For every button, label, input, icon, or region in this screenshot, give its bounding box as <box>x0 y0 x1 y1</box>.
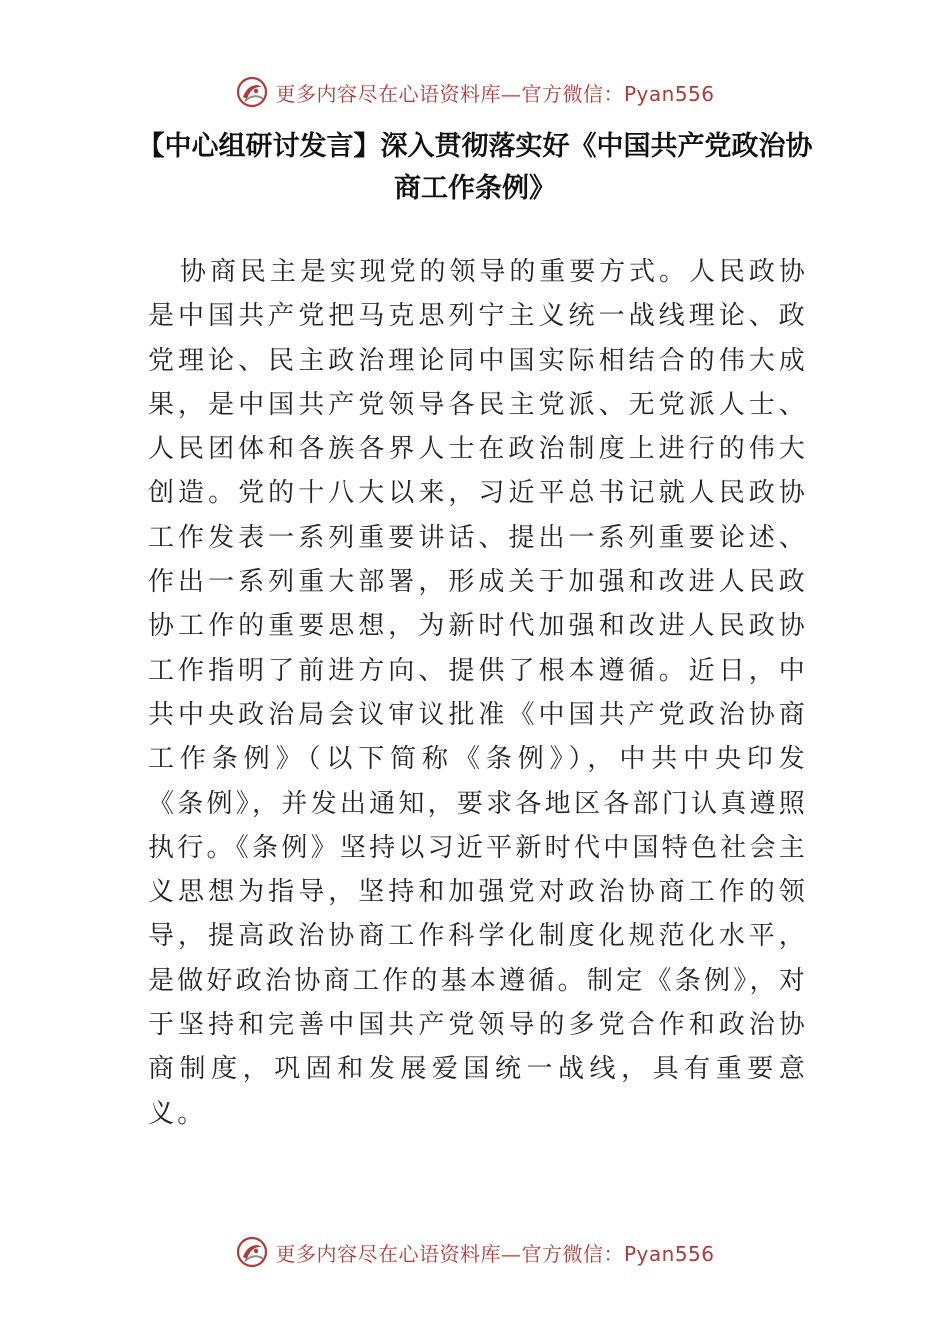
banner-text: 更多内容尽在心语资料库—官方微信：Pyan556 <box>275 81 715 106</box>
swirl-logo-icon <box>235 1235 269 1269</box>
footer-banner <box>0 1230 950 1274</box>
header-banner <box>0 70 950 114</box>
wechat-account: Pyan556 <box>623 1241 715 1266</box>
wechat-account: Pyan556 <box>623 81 715 106</box>
document-title: 【中心组研讨发言】深入贯彻落实好《中国共产党政治协商工作条例》 <box>137 131 813 204</box>
body-paragraph: 协商民主是实现党的领导的重要方式。人民政协是中国共产党把马克思列宁主义统一战线理论、政党理论、民主政治理论同中国实际相结合的伟大成果，是中国共产党领导各民主党派、无党派人士、人民团体和各族各界人士在政治制度上进行的伟大创造。党的十八大以来，习近平总书记就人民政协工作发表一系列重要讲话、提出一系列重要论述、作出一系列重大部署，形成关于加强和改进人民政协工作的重要思想，为新时代加强和改进人民政协工作指明了前进方向、提供了根本遵循。近日，中共中央政治局会议审议批准《中国共产党政治协商工作条例》（以下简称《条例》），中共中央印发《条例》，并发出通知，要求各地区各部门认真遵照执行。《条例》坚持以习近平新时代中国特色社会主义思想为指导，坚持和加强党对政治协商工作的领导，提高政治协商工作科学化制度化规范化水平，是做好政治协商工作的基本遵循。制定《条例》，对于坚持和完善中国共产党领导的多党合作和政治协商制度，巩固和发展爱国统一战线，具有重要意义。 <box>148 257 808 1129</box>
banner-text: 更多内容尽在心语资料库—官方微信：Pyan556 <box>275 1241 715 1266</box>
swirl-logo-icon <box>235 75 269 109</box>
